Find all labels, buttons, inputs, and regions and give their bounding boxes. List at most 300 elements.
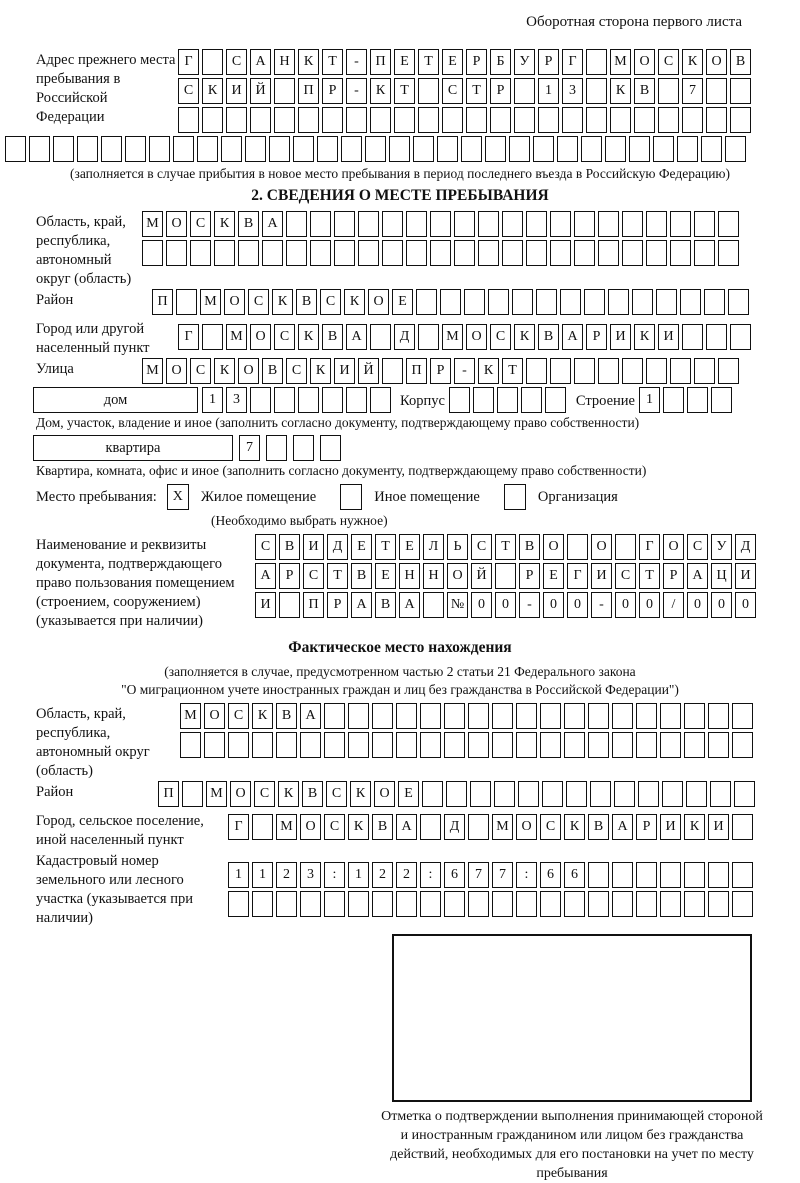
char-cell[interactable]: [564, 703, 585, 729]
char-cell[interactable]: [540, 703, 561, 729]
char-cell[interactable]: М: [610, 49, 631, 75]
char-cell[interactable]: [370, 107, 391, 133]
char-cell[interactable]: [468, 814, 489, 840]
char-cell[interactable]: Р: [586, 324, 607, 350]
char-cell[interactable]: [454, 240, 475, 266]
char-cell[interactable]: О: [250, 324, 271, 350]
char-cell[interactable]: [658, 107, 679, 133]
char-cell[interactable]: [728, 289, 749, 315]
char-cell[interactable]: [622, 211, 643, 237]
char-cell[interactable]: [413, 136, 434, 162]
char-cell[interactable]: И: [660, 814, 681, 840]
char-cell[interactable]: 1: [202, 387, 223, 413]
char-cell[interactable]: [389, 136, 410, 162]
char-cell[interactable]: М: [200, 289, 221, 315]
char-cell[interactable]: [266, 435, 287, 461]
char-cell[interactable]: [166, 240, 187, 266]
char-cell[interactable]: К: [350, 781, 371, 807]
char-cell[interactable]: С: [254, 781, 275, 807]
char-cell[interactable]: Р: [327, 592, 348, 618]
char-cell[interactable]: [478, 240, 499, 266]
char-cell[interactable]: [646, 358, 667, 384]
char-cell[interactable]: [202, 49, 223, 75]
char-cell[interactable]: Н: [399, 563, 420, 589]
char-cell[interactable]: [341, 136, 362, 162]
stay-type-checkbox[interactable]: [504, 484, 526, 510]
char-cell[interactable]: [53, 136, 74, 162]
char-cell[interactable]: О: [368, 289, 389, 315]
char-cell[interactable]: С: [326, 781, 347, 807]
char-cell[interactable]: И: [735, 563, 756, 589]
char-cell[interactable]: М: [142, 358, 163, 384]
char-cell[interactable]: [612, 732, 633, 758]
char-cell[interactable]: К: [202, 78, 223, 104]
char-cell[interactable]: Н: [423, 563, 444, 589]
char-cell[interactable]: [542, 781, 563, 807]
char-cell[interactable]: [646, 211, 667, 237]
char-cell[interactable]: В: [238, 211, 259, 237]
char-cell[interactable]: [228, 732, 249, 758]
char-cell[interactable]: [598, 240, 619, 266]
char-cell[interactable]: Ц: [711, 563, 732, 589]
char-cell[interactable]: [706, 78, 727, 104]
char-cell[interactable]: К: [272, 289, 293, 315]
char-cell[interactable]: С: [442, 78, 463, 104]
char-cell[interactable]: М: [142, 211, 163, 237]
char-cell[interactable]: :: [516, 862, 537, 888]
char-cell[interactable]: Т: [394, 78, 415, 104]
char-cell[interactable]: [588, 891, 609, 917]
char-cell[interactable]: [238, 240, 259, 266]
char-cell[interactable]: [557, 136, 578, 162]
char-cell[interactable]: В: [588, 814, 609, 840]
char-cell[interactable]: [322, 387, 343, 413]
char-cell[interactable]: [293, 136, 314, 162]
char-cell[interactable]: Т: [639, 563, 660, 589]
char-cell[interactable]: 3: [300, 862, 321, 888]
char-cell[interactable]: Г: [228, 814, 249, 840]
char-cell[interactable]: К: [310, 358, 331, 384]
char-cell[interactable]: [514, 107, 535, 133]
char-cell[interactable]: [502, 240, 523, 266]
char-cell[interactable]: О: [543, 534, 564, 560]
char-cell[interactable]: [334, 211, 355, 237]
char-cell[interactable]: П: [406, 358, 427, 384]
char-cell[interactable]: -: [519, 592, 540, 618]
char-cell[interactable]: 6: [444, 862, 465, 888]
char-cell[interactable]: 1: [348, 862, 369, 888]
char-cell[interactable]: [492, 732, 513, 758]
char-cell[interactable]: [562, 107, 583, 133]
char-cell[interactable]: [324, 891, 345, 917]
char-cell[interactable]: В: [262, 358, 283, 384]
char-cell[interactable]: [334, 240, 355, 266]
char-cell[interactable]: [492, 703, 513, 729]
char-cell[interactable]: 2: [276, 862, 297, 888]
char-cell[interactable]: Й: [250, 78, 271, 104]
char-cell[interactable]: [581, 136, 602, 162]
char-cell[interactable]: [516, 703, 537, 729]
char-cell[interactable]: [682, 324, 703, 350]
char-cell[interactable]: [488, 289, 509, 315]
char-cell[interactable]: К: [214, 211, 235, 237]
char-cell[interactable]: С: [320, 289, 341, 315]
char-cell[interactable]: [518, 781, 539, 807]
char-cell[interactable]: [490, 107, 511, 133]
char-cell[interactable]: И: [708, 814, 729, 840]
char-cell[interactable]: [660, 732, 681, 758]
char-cell[interactable]: [730, 78, 751, 104]
char-cell[interactable]: П: [158, 781, 179, 807]
char-cell[interactable]: [588, 703, 609, 729]
char-cell[interactable]: [629, 136, 650, 162]
char-cell[interactable]: [382, 358, 403, 384]
char-cell[interactable]: [370, 324, 391, 350]
char-cell[interactable]: М: [492, 814, 513, 840]
char-cell[interactable]: 2: [396, 862, 417, 888]
char-cell[interactable]: Г: [639, 534, 660, 560]
char-cell[interactable]: [662, 781, 683, 807]
char-cell[interactable]: Р: [538, 49, 559, 75]
char-cell[interactable]: А: [687, 563, 708, 589]
char-cell[interactable]: [574, 211, 595, 237]
char-cell[interactable]: [615, 534, 636, 560]
char-cell[interactable]: С: [324, 814, 345, 840]
char-cell[interactable]: [632, 289, 653, 315]
char-cell[interactable]: С: [228, 703, 249, 729]
char-cell[interactable]: П: [303, 592, 324, 618]
char-cell[interactable]: С: [178, 78, 199, 104]
char-cell[interactable]: Г: [178, 324, 199, 350]
char-cell[interactable]: [636, 732, 657, 758]
char-cell[interactable]: [574, 358, 595, 384]
char-cell[interactable]: [214, 240, 235, 266]
char-cell[interactable]: Й: [471, 563, 492, 589]
char-cell[interactable]: О: [224, 289, 245, 315]
char-cell[interactable]: С: [274, 324, 295, 350]
char-cell[interactable]: С: [190, 358, 211, 384]
char-cell[interactable]: [598, 211, 619, 237]
char-cell[interactable]: /: [663, 592, 684, 618]
char-cell[interactable]: 3: [562, 78, 583, 104]
stay-type-checkbox[interactable]: X: [167, 484, 189, 510]
char-cell[interactable]: И: [658, 324, 679, 350]
char-cell[interactable]: [468, 732, 489, 758]
char-cell[interactable]: [708, 891, 729, 917]
char-cell[interactable]: [461, 136, 482, 162]
char-cell[interactable]: [437, 136, 458, 162]
char-cell[interactable]: [324, 703, 345, 729]
char-cell[interactable]: -: [346, 49, 367, 75]
char-cell[interactable]: [686, 781, 707, 807]
char-cell[interactable]: К: [298, 324, 319, 350]
char-cell[interactable]: Т: [327, 563, 348, 589]
char-cell[interactable]: [684, 703, 705, 729]
char-cell[interactable]: С: [540, 814, 561, 840]
char-cell[interactable]: [586, 49, 607, 75]
char-cell[interactable]: [560, 289, 581, 315]
char-cell[interactable]: К: [682, 49, 703, 75]
char-cell[interactable]: [182, 781, 203, 807]
char-cell[interactable]: [706, 324, 727, 350]
char-cell[interactable]: [684, 891, 705, 917]
char-cell[interactable]: Т: [502, 358, 523, 384]
char-cell[interactable]: С: [687, 534, 708, 560]
char-cell[interactable]: [670, 211, 691, 237]
char-cell[interactable]: Е: [392, 289, 413, 315]
char-cell[interactable]: 6: [540, 862, 561, 888]
char-cell[interactable]: [310, 211, 331, 237]
char-cell[interactable]: К: [478, 358, 499, 384]
char-cell[interactable]: А: [346, 324, 367, 350]
char-cell[interactable]: [446, 781, 467, 807]
char-cell[interactable]: К: [564, 814, 585, 840]
char-cell[interactable]: С: [490, 324, 511, 350]
char-cell[interactable]: [250, 387, 271, 413]
char-cell[interactable]: [701, 136, 722, 162]
char-cell[interactable]: О: [166, 358, 187, 384]
char-cell[interactable]: [605, 136, 626, 162]
char-cell[interactable]: [320, 435, 341, 461]
char-cell[interactable]: [590, 781, 611, 807]
char-cell[interactable]: Г: [562, 49, 583, 75]
char-cell[interactable]: 0: [495, 592, 516, 618]
char-cell[interactable]: И: [226, 78, 247, 104]
char-cell[interactable]: [142, 240, 163, 266]
char-cell[interactable]: 0: [543, 592, 564, 618]
char-cell[interactable]: [567, 534, 588, 560]
char-cell[interactable]: [298, 387, 319, 413]
char-cell[interactable]: [566, 781, 587, 807]
char-cell[interactable]: [684, 732, 705, 758]
char-cell[interactable]: О: [466, 324, 487, 350]
char-cell[interactable]: [300, 891, 321, 917]
char-cell[interactable]: [420, 732, 441, 758]
char-cell[interactable]: В: [351, 563, 372, 589]
char-cell[interactable]: [293, 435, 314, 461]
char-cell[interactable]: [526, 211, 547, 237]
char-cell[interactable]: И: [255, 592, 276, 618]
char-cell[interactable]: [634, 107, 655, 133]
char-cell[interactable]: [420, 891, 441, 917]
char-cell[interactable]: [125, 136, 146, 162]
char-cell[interactable]: [149, 136, 170, 162]
char-cell[interactable]: [420, 703, 441, 729]
char-cell[interactable]: В: [375, 592, 396, 618]
char-cell[interactable]: [612, 703, 633, 729]
char-cell[interactable]: К: [634, 324, 655, 350]
char-cell[interactable]: О: [706, 49, 727, 75]
char-cell[interactable]: -: [346, 78, 367, 104]
char-cell[interactable]: [422, 781, 443, 807]
char-cell[interactable]: М: [442, 324, 463, 350]
char-cell[interactable]: [526, 358, 547, 384]
stay-type-checkbox[interactable]: [340, 484, 362, 510]
char-cell[interactable]: М: [206, 781, 227, 807]
char-cell[interactable]: [416, 289, 437, 315]
char-cell[interactable]: В: [634, 78, 655, 104]
char-cell[interactable]: Р: [322, 78, 343, 104]
char-cell[interactable]: [418, 324, 439, 350]
char-cell[interactable]: [734, 781, 755, 807]
char-cell[interactable]: [348, 732, 369, 758]
char-cell[interactable]: [495, 563, 516, 589]
char-cell[interactable]: Е: [399, 534, 420, 560]
char-cell[interactable]: О: [238, 358, 259, 384]
char-cell[interactable]: [324, 732, 345, 758]
char-cell[interactable]: 0: [567, 592, 588, 618]
char-cell[interactable]: [608, 289, 629, 315]
char-cell[interactable]: [418, 107, 439, 133]
char-cell[interactable]: [718, 240, 739, 266]
char-cell[interactable]: [485, 136, 506, 162]
char-cell[interactable]: [550, 240, 571, 266]
char-cell[interactable]: [286, 211, 307, 237]
char-cell[interactable]: [473, 387, 494, 413]
char-cell[interactable]: [732, 814, 753, 840]
char-cell[interactable]: [365, 136, 386, 162]
char-cell[interactable]: :: [420, 862, 441, 888]
char-cell[interactable]: [466, 107, 487, 133]
char-cell[interactable]: Е: [398, 781, 419, 807]
char-cell[interactable]: У: [711, 534, 732, 560]
char-cell[interactable]: [550, 211, 571, 237]
char-cell[interactable]: Б: [490, 49, 511, 75]
char-cell[interactable]: К: [252, 703, 273, 729]
char-cell[interactable]: [494, 781, 515, 807]
char-cell[interactable]: [677, 136, 698, 162]
char-cell[interactable]: И: [303, 534, 324, 560]
char-cell[interactable]: Т: [495, 534, 516, 560]
char-cell[interactable]: И: [610, 324, 631, 350]
char-cell[interactable]: Н: [274, 49, 295, 75]
char-cell[interactable]: К: [344, 289, 365, 315]
char-cell[interactable]: [732, 703, 753, 729]
char-cell[interactable]: [658, 78, 679, 104]
char-cell[interactable]: 7: [239, 435, 260, 461]
char-cell[interactable]: [274, 387, 295, 413]
char-cell[interactable]: 0: [687, 592, 708, 618]
char-cell[interactable]: [440, 289, 461, 315]
char-cell[interactable]: [708, 732, 729, 758]
char-cell[interactable]: [730, 107, 751, 133]
char-cell[interactable]: 0: [735, 592, 756, 618]
char-cell[interactable]: [514, 78, 535, 104]
char-cell[interactable]: [584, 289, 605, 315]
char-cell[interactable]: С: [658, 49, 679, 75]
char-cell[interactable]: Р: [490, 78, 511, 104]
char-cell[interactable]: [204, 732, 225, 758]
char-cell[interactable]: [442, 107, 463, 133]
char-cell[interactable]: [636, 891, 657, 917]
char-cell[interactable]: [370, 387, 391, 413]
char-cell[interactable]: [274, 78, 295, 104]
char-cell[interactable]: Е: [442, 49, 463, 75]
char-cell[interactable]: [588, 732, 609, 758]
char-cell[interactable]: О: [663, 534, 684, 560]
char-cell[interactable]: 7: [492, 862, 513, 888]
char-cell[interactable]: [444, 891, 465, 917]
char-cell[interactable]: 7: [468, 862, 489, 888]
char-cell[interactable]: О: [166, 211, 187, 237]
char-cell[interactable]: Е: [543, 563, 564, 589]
char-cell[interactable]: [478, 211, 499, 237]
char-cell[interactable]: П: [370, 49, 391, 75]
char-cell[interactable]: [276, 891, 297, 917]
char-cell[interactable]: [396, 732, 417, 758]
char-cell[interactable]: [394, 107, 415, 133]
char-cell[interactable]: С: [226, 49, 247, 75]
char-cell[interactable]: К: [278, 781, 299, 807]
char-cell[interactable]: [77, 136, 98, 162]
char-cell[interactable]: 1: [639, 387, 660, 413]
char-cell[interactable]: [245, 136, 266, 162]
char-cell[interactable]: [704, 289, 725, 315]
char-cell[interactable]: С: [615, 563, 636, 589]
char-cell[interactable]: [711, 387, 732, 413]
char-cell[interactable]: [614, 781, 635, 807]
char-cell[interactable]: С: [303, 563, 324, 589]
char-cell[interactable]: [276, 732, 297, 758]
char-cell[interactable]: 3: [226, 387, 247, 413]
char-cell[interactable]: [348, 891, 369, 917]
char-cell[interactable]: С: [190, 211, 211, 237]
char-cell[interactable]: В: [519, 534, 540, 560]
char-cell[interactable]: [622, 358, 643, 384]
char-cell[interactable]: [684, 862, 705, 888]
char-cell[interactable]: [598, 358, 619, 384]
char-cell[interactable]: [564, 891, 585, 917]
char-cell[interactable]: [202, 324, 223, 350]
char-cell[interactable]: [396, 891, 417, 917]
char-cell[interactable]: [656, 289, 677, 315]
char-cell[interactable]: [29, 136, 50, 162]
char-cell[interactable]: [638, 781, 659, 807]
char-cell[interactable]: [512, 289, 533, 315]
char-cell[interactable]: [252, 732, 273, 758]
char-cell[interactable]: [274, 107, 295, 133]
char-cell[interactable]: [516, 732, 537, 758]
char-cell[interactable]: [202, 107, 223, 133]
char-cell[interactable]: О: [300, 814, 321, 840]
char-cell[interactable]: [653, 136, 674, 162]
char-cell[interactable]: [444, 703, 465, 729]
char-cell[interactable]: Д: [327, 534, 348, 560]
char-cell[interactable]: [706, 107, 727, 133]
char-cell[interactable]: Р: [636, 814, 657, 840]
char-cell[interactable]: [382, 240, 403, 266]
char-cell[interactable]: А: [612, 814, 633, 840]
char-cell[interactable]: К: [684, 814, 705, 840]
char-cell[interactable]: М: [276, 814, 297, 840]
char-cell[interactable]: Д: [444, 814, 465, 840]
char-cell[interactable]: 1: [228, 862, 249, 888]
char-cell[interactable]: 0: [639, 592, 660, 618]
char-cell[interactable]: В: [730, 49, 751, 75]
char-cell[interactable]: [406, 211, 427, 237]
char-cell[interactable]: 7: [682, 78, 703, 104]
char-cell[interactable]: К: [214, 358, 235, 384]
char-cell[interactable]: В: [296, 289, 317, 315]
char-cell[interactable]: Г: [567, 563, 588, 589]
char-cell[interactable]: Г: [178, 49, 199, 75]
char-cell[interactable]: [610, 107, 631, 133]
char-cell[interactable]: Е: [394, 49, 415, 75]
char-cell[interactable]: [646, 240, 667, 266]
char-cell[interactable]: [718, 211, 739, 237]
char-cell[interactable]: [464, 289, 485, 315]
char-cell[interactable]: [468, 703, 489, 729]
